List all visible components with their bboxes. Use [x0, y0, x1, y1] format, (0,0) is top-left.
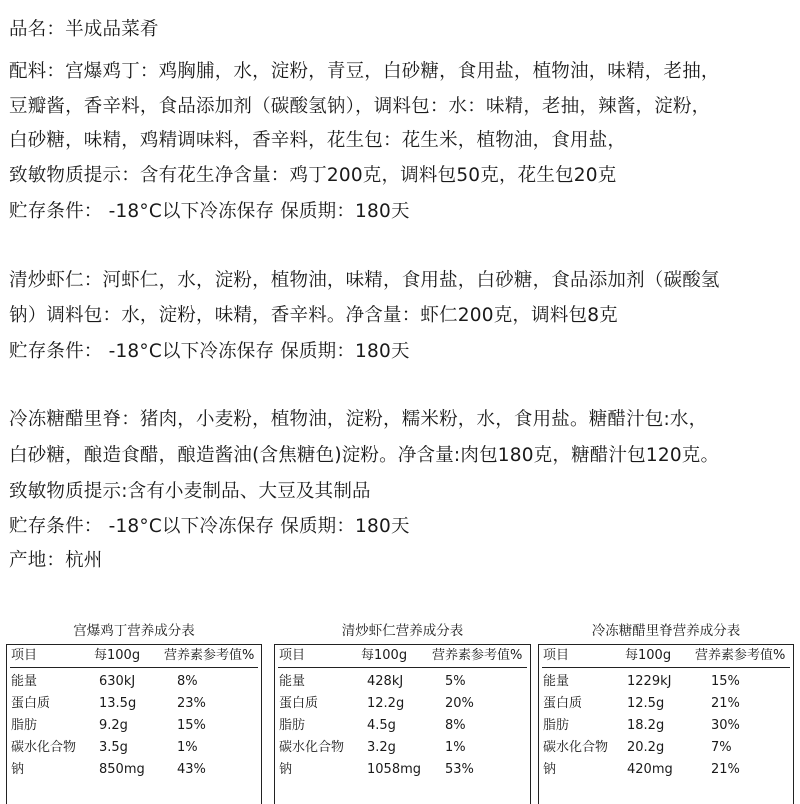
ingredients-line: 白砂糖，味精，鸡精调味料，香辛料，花生包：花生米，植物油，食用盐， [9, 130, 627, 151]
ingredients-line: 白砂糖，酿造食醋，酿造酱油(含焦糖色)淀粉。净含量:肉包180克，糖醋汁包120克。 [9, 445, 720, 466]
header-per100g: 每100g [625, 648, 672, 663]
table-header-row [275, 645, 530, 666]
allergen-line: 致敏物质提示：含有花生净含量：鸡丁200克，调料包50克，花生包20克 [9, 165, 617, 186]
row-value: 12.5g [627, 696, 665, 711]
storage-line: 贮存条件： -18°C以下冷冻保存 保质期：180天 [9, 516, 410, 537]
nutrition-table-box [274, 644, 531, 804]
row-value: 18.2g [627, 718, 665, 733]
table-row [7, 737, 261, 758]
header-item: 项目 [11, 648, 38, 663]
row-nrv: 53% [445, 762, 474, 777]
row-item: 钠 [11, 762, 25, 777]
header-nrv: 营养素参考值% [432, 648, 523, 663]
row-value: 3.5g [99, 740, 128, 755]
row-item: 碳水化合物 [543, 740, 609, 755]
row-item: 钠 [543, 762, 557, 777]
row-item: 蛋白质 [11, 696, 51, 711]
ingredients-line: 冷冻糖醋里脊：猪肉，小麦粉，植物油，淀粉，糯米粉，水，食用盐。糖醋汁包:水， [9, 409, 708, 430]
row-item: 钠 [279, 762, 293, 777]
row-item: 能量 [543, 674, 570, 689]
row-nrv: 1% [445, 740, 466, 755]
row-value: 20.2g [627, 740, 665, 755]
header-divider [10, 667, 258, 668]
table-row [7, 671, 261, 692]
header-per100g: 每100g [361, 648, 408, 663]
storage-line: 贮存条件： -18°C以下冷冻保存 保质期：180天 [9, 341, 410, 362]
nutrition-table-box [538, 644, 794, 804]
row-value: 3.2g [367, 740, 396, 755]
header-item: 项目 [279, 648, 306, 663]
ingredients-line: 钠）调料包：水，淀粉，味精，香辛料。净含量：虾仁200克，调料包8克 [9, 305, 618, 326]
row-nrv: 15% [177, 718, 206, 733]
table-row [275, 715, 530, 736]
row-value: 850mg [99, 762, 145, 777]
nutrition-table-title: 宫爆鸡丁营养成分表 [73, 623, 195, 639]
product-name-line: 品名：半成品菜肴 [9, 19, 159, 40]
storage-line: 贮存条件： -18°C以下冷冻保存 保质期：180天 [9, 201, 410, 222]
row-item: 能量 [279, 674, 306, 689]
row-nrv: 23% [177, 696, 206, 711]
row-value: 1229kJ [627, 674, 672, 689]
ingredients-line: 配料：宫爆鸡丁：鸡胸脯，水，淀粉，青豆，白砂糖，食用盐，植物油，味精，老抽， [9, 61, 720, 82]
row-nrv: 7% [711, 740, 732, 755]
nutrition-table-box [6, 644, 262, 804]
table-row [7, 693, 261, 714]
nutrition-tables [6, 622, 796, 800]
header-nrv: 营养素参考值% [695, 648, 786, 663]
row-value: 13.5g [99, 696, 137, 711]
header-per100g: 每100g [94, 648, 141, 663]
table-row [539, 737, 793, 758]
row-value: 420mg [627, 762, 673, 777]
row-nrv: 30% [711, 718, 740, 733]
allergen-line: 致敏物质提示:含有小麦制品、大豆及其制品 [9, 481, 371, 502]
row-item: 脂肪 [543, 718, 570, 733]
row-nrv: 5% [445, 674, 466, 689]
row-nrv: 21% [711, 696, 740, 711]
row-value: 4.5g [367, 718, 396, 733]
row-nrv: 1% [177, 740, 198, 755]
row-value: 630kJ [99, 674, 136, 689]
table-row [539, 759, 793, 780]
table-row [7, 759, 261, 780]
row-item: 蛋白质 [279, 696, 319, 711]
row-value: 9.2g [99, 718, 128, 733]
table-row [275, 759, 530, 780]
origin-line: 产地：杭州 [9, 550, 103, 571]
row-nrv: 43% [177, 762, 206, 777]
table-row [539, 715, 793, 736]
table-row [275, 737, 530, 758]
table-row [539, 671, 793, 692]
ingredients-line: 清炒虾仁：河虾仁，水，淀粉，植物油，味精，食用盐，白砂糖，食品添加剂（碳酸氢 [9, 270, 720, 291]
row-nrv: 8% [445, 718, 466, 733]
row-nrv: 8% [177, 674, 198, 689]
ingredients-line: 豆瓣酱，香辛料，食品添加剂（碳酸氢钠），调料包：水：味精，老抽，辣酱，淀粉， [9, 96, 711, 117]
row-nrv: 21% [711, 762, 740, 777]
row-nrv: 20% [445, 696, 474, 711]
row-item: 脂肪 [279, 718, 306, 733]
nutrition-table [274, 622, 531, 800]
row-value: 12.2g [367, 696, 405, 711]
table-row [7, 715, 261, 736]
row-value: 1058mg [367, 762, 421, 777]
row-item: 碳水化合物 [11, 740, 77, 755]
table-header-row [7, 645, 261, 666]
nutrition-table [538, 622, 794, 800]
header-item: 项目 [543, 648, 570, 663]
row-value: 428kJ [367, 674, 404, 689]
row-nrv: 15% [711, 674, 740, 689]
header-divider [278, 667, 527, 668]
table-row [275, 671, 530, 692]
row-item: 碳水化合物 [279, 740, 345, 755]
nutrition-table [6, 622, 262, 800]
row-item: 脂肪 [11, 718, 38, 733]
nutrition-table-title: 冷冻糖醋里脊营养成分表 [591, 623, 741, 639]
table-row [275, 693, 530, 714]
table-header-row [539, 645, 793, 666]
row-item: 蛋白质 [543, 696, 583, 711]
header-divider [542, 667, 790, 668]
nutrition-table-title: 清炒虾仁营养成分表 [341, 623, 464, 639]
header-nrv: 营养素参考值% [164, 648, 255, 663]
row-item: 能量 [11, 674, 38, 689]
table-row [539, 693, 793, 714]
